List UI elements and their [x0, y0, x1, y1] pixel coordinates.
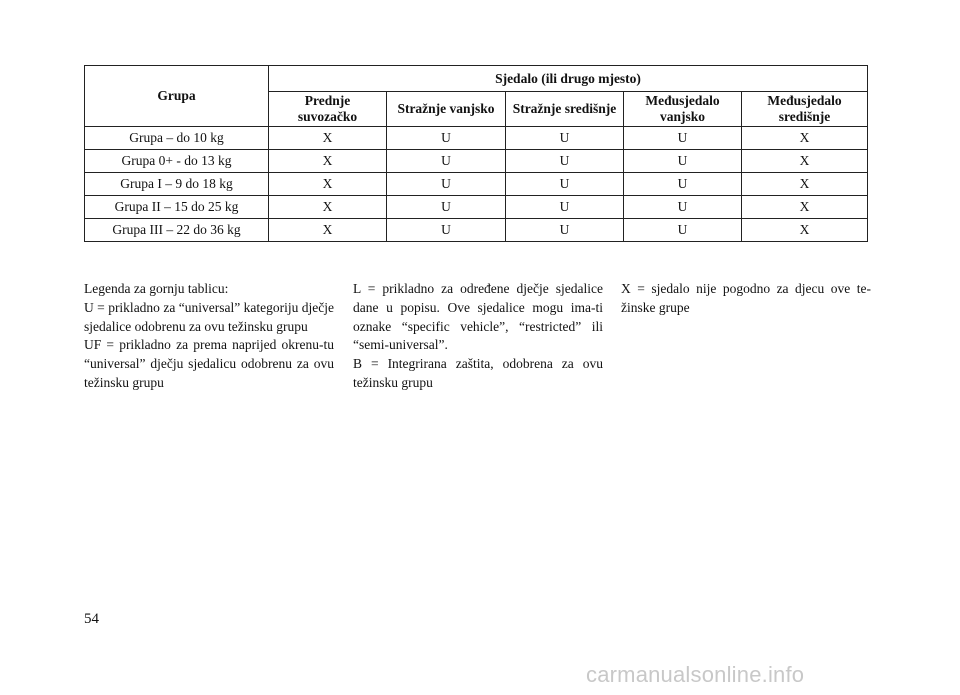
suitability-cell: U	[506, 196, 624, 219]
table-header-row	[85, 66, 868, 92]
suitability-cell: U	[387, 173, 506, 196]
suitability-cell: U	[624, 219, 742, 242]
suitability-cell: X	[742, 173, 868, 196]
seat-subheader-line: središnje	[778, 109, 831, 124]
child-seat-table	[84, 65, 868, 242]
group-column-header: Grupa	[85, 66, 269, 127]
table-row	[85, 173, 868, 196]
suitability-cell: U	[506, 173, 624, 196]
group-cell: Grupa III – 22 do 36 kg	[85, 219, 269, 242]
group-cell: Grupa II – 15 do 25 kg	[85, 196, 269, 219]
seat-subheader-line: Stražnje vanjsko	[397, 101, 495, 116]
legend-intro: Legenda za gornju tablicu:	[84, 281, 229, 296]
suitability-cell: U	[387, 127, 506, 150]
seat-subheader-line: Stražnje središnje	[512, 101, 617, 116]
suitability-cell: U	[624, 173, 742, 196]
seat-subheader-4	[624, 92, 742, 127]
legend-l: L = prikladno za određene dječje sjedalice dane u popisu. Ove sjedalice mogu ima-ti oznake “specific vehicle”, “restricted” ili “semi-universal”.	[353, 281, 603, 353]
table-row	[85, 150, 868, 173]
table-body	[85, 127, 868, 242]
suitability-cell: X	[742, 127, 868, 150]
suitability-cell: U	[624, 127, 742, 150]
suitability-cell: X	[742, 196, 868, 219]
suitability-cell: X	[742, 219, 868, 242]
suitability-cell: U	[506, 150, 624, 173]
suitability-cell: U	[387, 219, 506, 242]
legend-uf: UF = prikladno za prema naprijed okrenu-tu “universal” dječju sjedalicu odobrenu za ovu težinsku grupu	[84, 337, 334, 390]
legend-column-1	[84, 280, 334, 393]
seat-subheader-line: suvozačko	[297, 109, 358, 124]
group-cell: Grupa 0+ - do 13 kg	[85, 150, 269, 173]
legend-u: U = prikladno za “universal” kategoriju dječje sjedalice odobrenu za ovu težinsku grupu	[84, 299, 334, 334]
table-row	[85, 127, 868, 150]
legend-b: B = Integrirana zaštita, odobrena za ovu težinsku grupu	[353, 356, 603, 390]
seat-subheader-2	[387, 92, 506, 127]
seat-subheader-line: Međusjedalo	[767, 93, 842, 108]
suitability-cell: X	[269, 196, 387, 219]
suitability-cell: U	[624, 150, 742, 173]
legend-column-3	[621, 280, 871, 318]
seat-column-header: Sjedalo (ili drugo mjesto)	[269, 66, 868, 92]
group-cell: Grupa I – 9 do 18 kg	[85, 173, 269, 196]
suitability-cell: X	[269, 219, 387, 242]
seat-subheader-line: Međusjedalo	[645, 93, 720, 108]
suitability-cell: U	[506, 219, 624, 242]
seat-subheader-1	[269, 92, 387, 127]
seat-subheader-line: Prednje	[304, 93, 351, 108]
seat-subheader-line: vanjsko	[659, 109, 705, 124]
group-cell: Grupa – do 10 kg	[85, 127, 269, 150]
seat-subheader-3	[506, 92, 624, 127]
page-number: 54	[84, 611, 99, 627]
suitability-cell: U	[624, 196, 742, 219]
legend-column-2	[353, 280, 603, 393]
watermark: carmanualsonline.info	[586, 662, 805, 687]
table-row	[85, 219, 868, 242]
suitability-cell: U	[387, 150, 506, 173]
suitability-cell: X	[742, 150, 868, 173]
seat-subheader-5	[742, 92, 868, 127]
legend-x: X = sjedalo nije pogodno za djecu ove te-žinske grupe	[621, 281, 871, 315]
suitability-cell: X	[269, 173, 387, 196]
table-row	[85, 196, 868, 219]
suitability-cell: X	[269, 150, 387, 173]
suitability-cell: U	[506, 127, 624, 150]
suitability-cell: U	[387, 196, 506, 219]
suitability-cell: X	[269, 127, 387, 150]
